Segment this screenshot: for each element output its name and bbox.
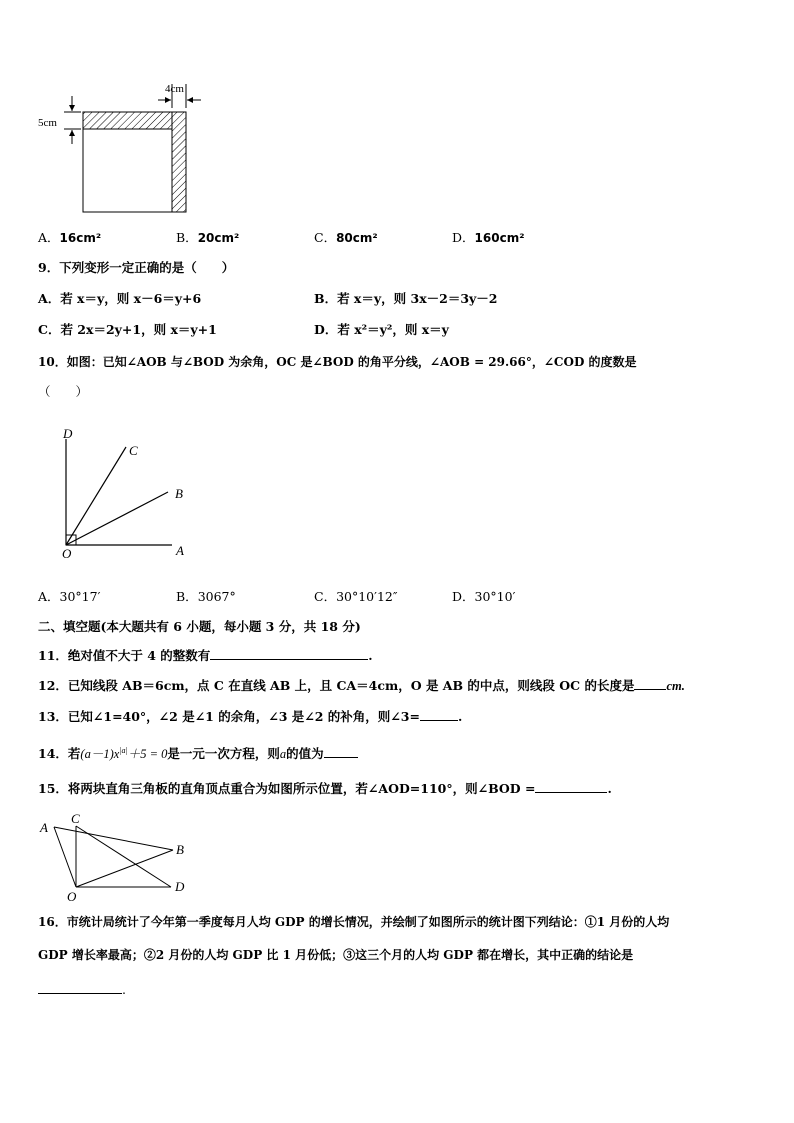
q16-answer bbox=[38, 980, 126, 999]
end-dot: . bbox=[122, 982, 126, 997]
option-key: A． bbox=[38, 291, 61, 306]
top-strip bbox=[83, 112, 172, 129]
q11-text: 11．绝对值不大于 4 的整数有 bbox=[38, 648, 211, 663]
q14 bbox=[38, 742, 358, 763]
option-value: 16cm² bbox=[59, 231, 102, 245]
q10-figure bbox=[56, 425, 206, 565]
q16-line2: GDP 增长率最高；②2 月份的人均 GDP 比 1 月份低；③这三个月的人均 GDP 都在增长，其中正确的结论是 bbox=[38, 948, 634, 962]
label-o: O bbox=[62, 546, 72, 561]
label-o: O bbox=[67, 889, 77, 904]
q8-option-d bbox=[452, 229, 524, 247]
option-value: 80cm² bbox=[336, 231, 378, 245]
answer-blank[interactable] bbox=[38, 980, 122, 994]
width-label: 4cm bbox=[165, 83, 184, 95]
label-a: A bbox=[40, 820, 48, 835]
option-value: 3067° bbox=[197, 589, 236, 604]
q14-pre: 14．若 bbox=[38, 746, 81, 762]
option-key: D． bbox=[452, 230, 475, 245]
option-key: D． bbox=[314, 322, 338, 337]
q14-post2: 的值为 bbox=[286, 746, 324, 762]
option-text: 若 2x＝2y+1，则 x＝y+1 bbox=[60, 322, 217, 337]
q8-option-a bbox=[38, 229, 101, 247]
option-text: 若 x²＝y²，则 x＝y bbox=[337, 322, 449, 337]
q9-stem: 9．下列变形一定正确的是（ ） bbox=[38, 260, 235, 275]
q14-exponent: |a| bbox=[119, 746, 128, 755]
q9-option-d bbox=[314, 321, 449, 339]
q13 bbox=[38, 707, 462, 726]
q15 bbox=[38, 779, 612, 798]
label-b: B bbox=[175, 486, 183, 501]
height-label: 5cm bbox=[38, 117, 57, 129]
label-d: D bbox=[175, 879, 185, 894]
q9-option-c bbox=[38, 321, 217, 339]
q10-option-c bbox=[314, 588, 398, 606]
label-c: C bbox=[129, 443, 138, 458]
option-text: 若 x＝y，则 3x－2＝3y－2 bbox=[337, 291, 498, 306]
q12-unit: cm. bbox=[666, 679, 685, 693]
answer-blank[interactable] bbox=[634, 676, 666, 690]
q10-option-b bbox=[176, 588, 236, 606]
answer-blank[interactable] bbox=[420, 707, 458, 721]
option-key: A． bbox=[38, 230, 60, 245]
q9-option-a bbox=[38, 290, 201, 308]
option-key: A． bbox=[38, 589, 60, 604]
end-dot: . bbox=[368, 648, 373, 663]
option-value: 160cm² bbox=[474, 231, 525, 245]
option-key: C． bbox=[314, 230, 337, 245]
q8-option-c bbox=[314, 229, 378, 247]
option-key: B． bbox=[176, 230, 198, 245]
option-key: B． bbox=[176, 589, 198, 604]
label-d: D bbox=[63, 426, 73, 441]
q10-option-a bbox=[38, 588, 100, 606]
q9-option-b bbox=[314, 290, 498, 308]
q8-option-b bbox=[176, 229, 239, 247]
answer-blank[interactable] bbox=[210, 646, 368, 660]
option-value: 30°10′12″ bbox=[336, 589, 398, 604]
q15-figure bbox=[36, 810, 206, 905]
option-key: C． bbox=[314, 589, 337, 604]
q12 bbox=[38, 676, 685, 695]
q16-line1: 16．市统计局统计了今年第一季度每月人均 GDP 的增长情况，并绘制了如图所示的统计图下列结论：①1 月份的人均 bbox=[38, 915, 670, 929]
ray-oc bbox=[66, 447, 126, 545]
label-a: A bbox=[176, 543, 184, 558]
q10-stem: 10．如图：已知∠AOB 与∠BOD 为余角，OC 是∠BOD 的角平分线，∠AOB = 29.66°，∠COD 的度数是 bbox=[38, 355, 637, 369]
q12-text: 12．已知线段 AB＝6cm，点 C 在直线 AB 上，且 CA＝4cm，O 是 AB 的中点，则线段 OC 的长度是 bbox=[38, 678, 635, 693]
option-value: 20cm² bbox=[197, 231, 240, 245]
option-key: D． bbox=[452, 589, 475, 604]
answer-blank[interactable] bbox=[535, 779, 607, 793]
q10-paren: （ ） bbox=[38, 384, 89, 399]
q13-text: 13．已知∠1=40°，∠2 是∠1 的余角，∠3 是∠2 的补角，则∠3= bbox=[38, 709, 420, 724]
right-strip bbox=[172, 112, 186, 212]
option-value: 30°10′ bbox=[474, 589, 516, 604]
q14-post: 是一元一次方程，则 bbox=[167, 746, 280, 762]
option-text: 若 x＝y，则 x－6＝y+6 bbox=[60, 291, 202, 306]
q11 bbox=[38, 646, 373, 665]
q14-equation: (a－1)x bbox=[80, 747, 120, 762]
option-key: C． bbox=[38, 322, 61, 337]
q15-text: 15．将两块直角三角板的直角顶点重合为如图所示位置，若∠AOD=110°，则∠BOD = bbox=[38, 781, 536, 796]
label-b: B bbox=[176, 842, 184, 857]
option-value: 30°17′ bbox=[59, 589, 101, 604]
end-dot: . bbox=[607, 781, 612, 796]
q8-figure bbox=[34, 78, 214, 218]
section-heading: 二、填空题(本大题共有 6 小题，每小题 3 分，共 18 分) bbox=[38, 619, 361, 634]
q14-equation-rest: ＋5 = 0 bbox=[127, 747, 168, 762]
answer-blank[interactable] bbox=[324, 744, 358, 758]
option-key: B． bbox=[314, 291, 338, 306]
label-c: C bbox=[71, 811, 80, 826]
ray-ob bbox=[66, 492, 168, 545]
q10-option-d bbox=[452, 588, 515, 606]
end-dot: . bbox=[457, 709, 463, 724]
q14-var: a bbox=[279, 747, 287, 762]
